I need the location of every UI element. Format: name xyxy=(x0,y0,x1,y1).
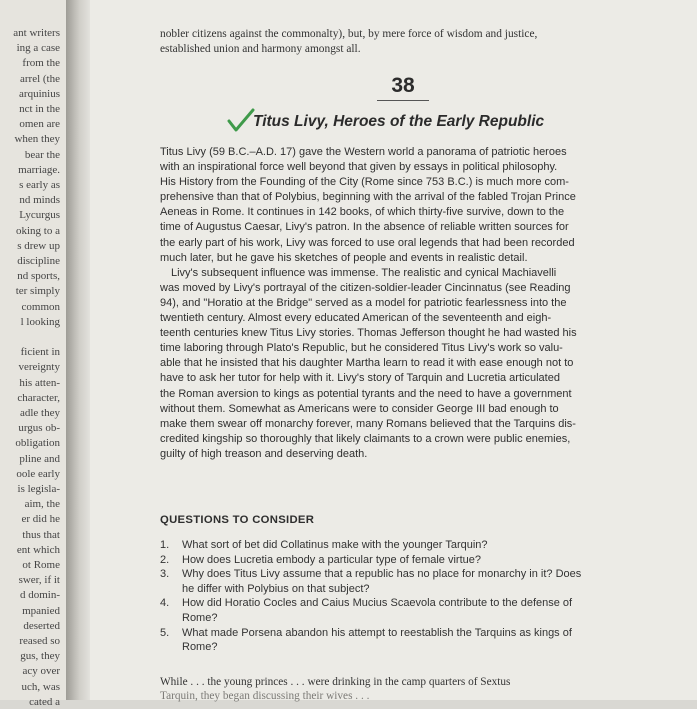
body-line: prehensive than that of Polybius, beginning with the arrival of the fabled Trojan Prince xyxy=(160,191,576,204)
body-line: credited kingship so thoroughly that likely claimants to a crown were public enemies, xyxy=(160,432,571,445)
left-page-line: gus, they xyxy=(20,650,60,663)
body-line: much later, but he gave his sketches of people and events in realistic detail. xyxy=(160,251,528,264)
reading-title: Titus Livy, Heroes of the Early Republic xyxy=(253,113,545,130)
left-page-line: nd minds xyxy=(19,194,60,207)
left-page-line: s early as xyxy=(19,179,60,191)
left-page-line: Lycurgus xyxy=(19,209,60,222)
left-page-line: ficient in xyxy=(20,346,60,359)
left-page-line: acy over xyxy=(22,665,60,678)
left-page-line: ent which xyxy=(16,543,60,556)
body-line: have to ask her tutor for help with it. Livy's story of Tarquin and Lucretia articulated xyxy=(160,372,560,385)
left-page-line: s drew up xyxy=(17,239,60,252)
body-line: twentieth century. Almost every educated American of the seventeenth and eigh- xyxy=(160,312,552,325)
body-line: with an inspirational force well beyond that given by essays in political philosophy. xyxy=(160,161,558,174)
question-text: How did Horatio Cocles and Caius Mucius Scaevola contribute to the defense of xyxy=(182,597,573,610)
body-line: make them swear off monarchy forever, many Romans believed that the Tarquins dis- xyxy=(160,417,576,430)
left-page-line: d domin- xyxy=(19,589,60,602)
body-line: teenth centuries knew Titus Livy stories. Thomas Jefferson thought he had wasted his xyxy=(160,327,577,340)
body-line: guilty of high treason and deserving death. xyxy=(160,447,368,460)
next-excerpt xyxy=(160,675,690,703)
body-line: time laboring through Plato's Republic, but he considered Titus Livy's work so valu- xyxy=(160,342,563,355)
left-page-line: aim, the xyxy=(24,498,60,511)
left-page-line: ter simply xyxy=(15,285,60,298)
left-page-line: omen are xyxy=(19,118,60,131)
question-text: Rome? xyxy=(182,611,218,624)
left-page-line: urgus ob- xyxy=(18,422,60,435)
left-page-line: reased so xyxy=(19,635,60,647)
left-page-line: character, xyxy=(17,391,60,404)
question-text: How does Lucretia embody a particular type of female virtue? xyxy=(182,553,481,566)
left-page-line: marriage. xyxy=(18,163,60,176)
left-page-line: er did he xyxy=(21,513,60,526)
left-page-line: arquinius xyxy=(19,87,60,100)
check-mark-icon xyxy=(227,108,255,134)
left-page-line: cated a xyxy=(29,695,60,708)
body-line: the early part of his work, Livy was forced to use oral legends that had been recorded xyxy=(160,236,575,249)
questions-list xyxy=(160,538,690,655)
left-page-line: vereignty xyxy=(18,361,60,374)
left-page-fragment xyxy=(0,0,67,708)
left-page-line: thus that xyxy=(22,528,60,541)
reading-body xyxy=(160,145,690,462)
carryover-text xyxy=(160,27,680,57)
left-page-line: from the xyxy=(22,57,60,70)
body-line: Titus Livy (59 B.C.–A.D. 17) gave the Western world a panorama of patriotic heroes xyxy=(160,146,567,158)
left-page-line: is legisla- xyxy=(17,483,60,495)
left-page-line: discipline xyxy=(17,255,60,267)
question-text: What sort of bet did Collatinus make with the younger Tarquin? xyxy=(182,539,488,551)
question-item xyxy=(160,553,690,568)
body-line: His History from the Founding of the City (Rome since 753 B.C.) is much more com- xyxy=(160,176,569,189)
left-page-line: oking to a xyxy=(16,224,60,237)
question-number: 5. xyxy=(160,626,170,639)
question-text: Rome? xyxy=(182,641,218,654)
left-page-line: mpanied xyxy=(22,604,60,617)
left-page-line: obligation xyxy=(15,437,60,450)
left-page-line: adle they xyxy=(19,407,60,419)
question-text: he differ with Polybius on that subject? xyxy=(182,582,370,595)
question-number: 2. xyxy=(160,553,170,566)
body-line: 94), and "Horatio at the Bridge" served as a model for patriotic fearlessness into the xyxy=(160,296,567,309)
left-page-line: arrel (the xyxy=(20,72,60,85)
questions-heading: QUESTIONS TO CONSIDER xyxy=(160,514,315,526)
question-number: 1. xyxy=(160,539,170,551)
carryover-line: established union and harmony amongst all. xyxy=(160,43,361,55)
left-page-line: l looking xyxy=(20,315,60,328)
question-number: 3. xyxy=(160,568,170,581)
left-page-line: ant writers xyxy=(13,27,60,39)
left-page-line: his atten- xyxy=(19,376,60,389)
question-text: Why does Titus Livy assume that a republic has no place for monarchy in it? Does xyxy=(182,568,582,581)
body-line: time of Augustus Caesar, Livy's patron. In the absence of reliable written sources for xyxy=(160,221,569,234)
book-gutter xyxy=(66,0,90,700)
body-line: the Roman aversion to kings as potential tyrants and the need to have a government xyxy=(160,387,572,400)
body-line: Aeneas in Rome. It continues in 142 books, of which thirty-five survive, down to the xyxy=(160,206,565,219)
left-page-line: deserted xyxy=(23,619,60,632)
left-page-line: when they xyxy=(14,133,60,146)
question-item xyxy=(160,596,690,625)
body-line: without them. Somewhat as Americans were to consider George III bad enough to xyxy=(160,402,559,415)
left-page-line: oole early xyxy=(16,467,60,480)
excerpt-line: While . . . the young princes . . . were drinking in the camp quarters of Sextus xyxy=(160,676,511,688)
question-text: What made Porsena abandon his attempt to reestablish the Tarquins as kings of xyxy=(182,626,572,639)
body-line: was moved by Livy's portrayal of the citizen-soldier-leader Cincinnatus (see Reading xyxy=(160,281,571,294)
left-page-line: common xyxy=(21,300,60,313)
question-number: 4. xyxy=(160,597,170,610)
left-page-line: ot Rome xyxy=(22,559,60,571)
left-page-line: nct in the xyxy=(19,103,60,115)
left-page-line: swer, if it xyxy=(18,574,60,587)
left-page-line: bear the xyxy=(24,148,60,161)
left-page-line: uch, was xyxy=(21,680,60,693)
question-item xyxy=(160,567,690,596)
right-page xyxy=(90,0,697,700)
left-page-line: pline and xyxy=(19,452,60,465)
reading-number: 38 xyxy=(377,74,429,101)
body-line: able that he insisted that his daughter Martha learn to read it with ease enough not to xyxy=(160,357,574,370)
body-line: Livy's subsequent influence was immense. The realistic and cynical Machiavelli xyxy=(171,266,557,279)
excerpt-line: Tarquin, they began discussing their wives . . . xyxy=(160,690,370,702)
carryover-line: nobler citizens against the commonalty), but, by mere force of wisdom and justice, xyxy=(160,28,538,40)
question-item xyxy=(160,538,690,553)
left-page-line: ing a case xyxy=(16,42,60,55)
left-page-line: nd sports, xyxy=(17,270,60,283)
question-item xyxy=(160,626,690,655)
